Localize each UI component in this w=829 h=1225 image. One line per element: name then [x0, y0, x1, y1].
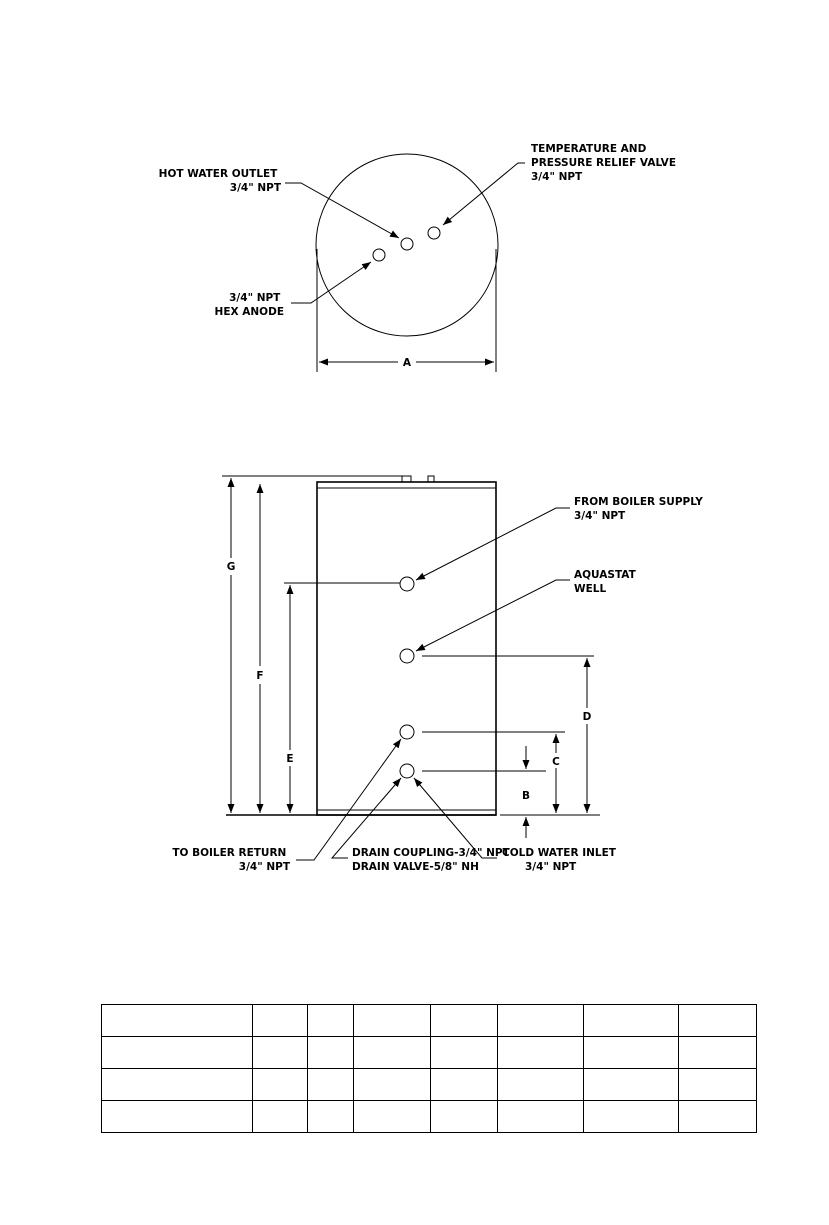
aquastat-well-port: [400, 649, 414, 663]
table-row: [102, 1037, 757, 1069]
boiler-return-label: TO BOILER RETURN 3/4" NPT: [172, 847, 290, 873]
top-view: [159, 143, 680, 372]
side-view: [172, 476, 706, 873]
relief-valve-port: [428, 227, 440, 239]
boiler-supply-label: FROM BOILER SUPPLY 3/4" NPT: [574, 496, 703, 522]
drain-label: DRAIN COUPLING-3/4" NPT DRAIN VALVE-5/8" NH: [352, 847, 510, 873]
relief-valve-leader: [443, 163, 525, 225]
aquastat-leader: [416, 580, 570, 651]
dim-e-label: E: [286, 753, 294, 765]
hot-water-outlet-leader: [285, 183, 399, 238]
aquastat-well-label: AQUASTAT WELL: [574, 569, 636, 595]
boiler-supply-leader: [416, 508, 570, 580]
dim-c-label: C: [552, 756, 560, 768]
hex-anode-label: 3/4" NPT HEX ANODE: [214, 292, 284, 318]
cold-water-inlet-leader: [414, 778, 497, 858]
dim-d-label: D: [582, 711, 592, 723]
drain-leader: [332, 778, 401, 858]
relief-valve-label: TEMPERATURE AND PRESSURE RELIEF VALVE 3/4" NPT: [531, 143, 676, 183]
hot-water-outlet-port: [401, 238, 413, 250]
dim-g-label: G: [226, 561, 236, 573]
drain-cold-inlet-port: [400, 764, 414, 778]
boiler-return-leader: [296, 739, 401, 860]
dim-f-label: F: [256, 670, 264, 682]
dim-b-label: B: [521, 790, 531, 802]
hex-anode-port: [373, 249, 385, 261]
hot-water-outlet-label: HOT WATER OUTLET 3/4" NPT: [158, 168, 281, 194]
cold-water-inlet-label: COLD WATER INLET 3/4" NPT: [502, 847, 616, 873]
hex-anode-leader: [291, 262, 371, 303]
dim-a-label: A: [402, 357, 412, 369]
tank-top-outline: [316, 154, 498, 336]
spec-table: [101, 1004, 757, 1133]
table-row: [102, 1069, 757, 1101]
tank-body: [317, 482, 496, 815]
boiler-supply-port: [400, 577, 414, 591]
boiler-return-port: [400, 725, 414, 739]
table-row: [102, 1005, 757, 1037]
table-row: [102, 1101, 757, 1133]
